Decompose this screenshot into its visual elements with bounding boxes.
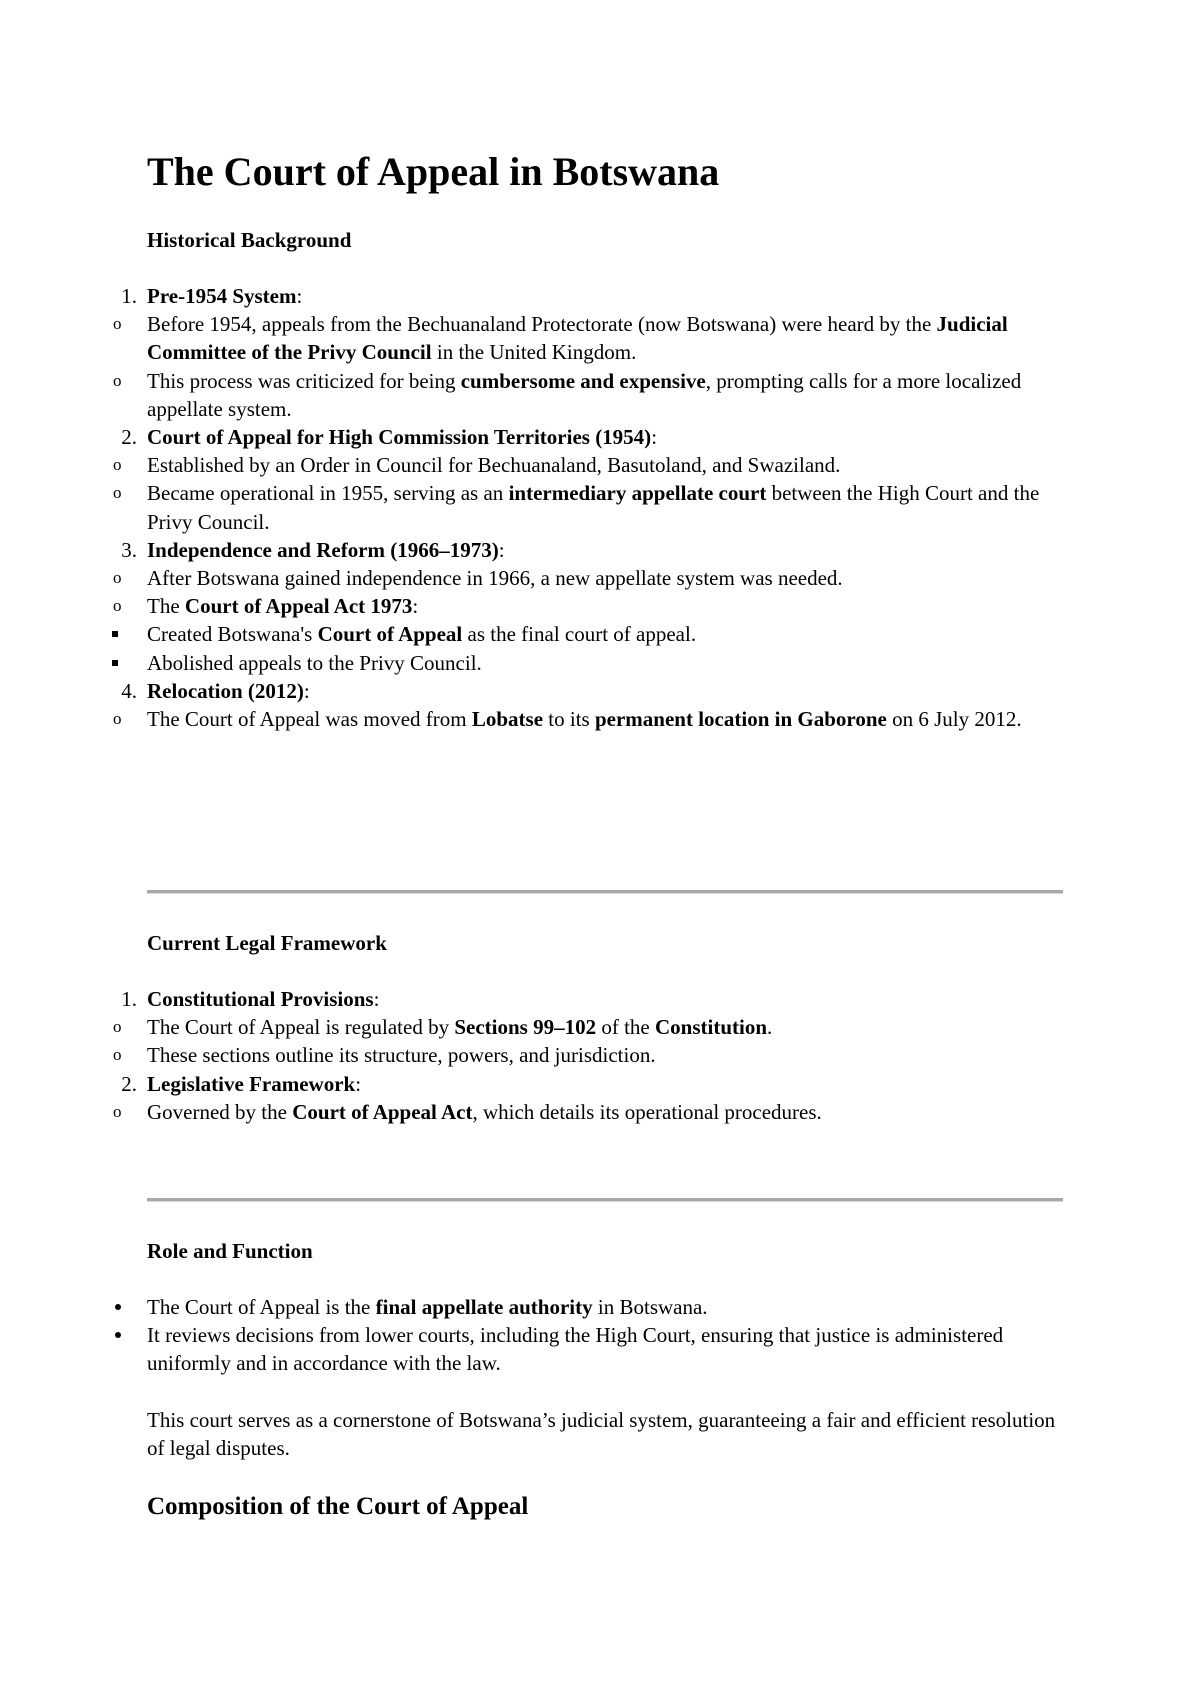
list-item: It reviews decisions from lower courts, including the High Court, ensuring that justice is administered uniformly and in accordance with the law. <box>147 1321 1063 1377</box>
list-item: 2. Legislative Framework: o Governed by the Court of Appeal Act, which details its operational procedures. <box>147 1070 1063 1126</box>
role-bullet-list <box>147 1293 1063 1378</box>
list-item: 2. Court of Appeal for High Commission Territories (1954): o Established by an Order in Council for Bechuanaland, Basutoland, and Swaziland. o Became operational in 1955, serving as an intermediary appellate court between the High Court and the Privy Council. <box>147 423 1063 536</box>
list-item: 1. Pre-1954 System: o Before 1954, appeals from the Bechuanaland Protectorate (now Botswana) were heard by the Judicial Committee of the Privy Council in the United Kingdom. o This process was criticized for being cumbersome and expensive, prompting calls for a more localized appellate system. <box>147 282 1063 423</box>
historical-list <box>113 282 1063 733</box>
section-heading-role: Role and Function <box>147 1239 313 1263</box>
list-item-label: Independence and Reform (1966–1973) <box>147 537 499 562</box>
square-bullet-icon <box>112 660 118 666</box>
bullet-icon <box>115 1332 121 1338</box>
sub-list-item: o The Court of Appeal is regulated by Sections 99–102 of the Constitution. <box>147 1013 1063 1041</box>
sub-list-item: o The Court of Appeal Act 1973: Created Botswana's Court of Appeal as the final court of appeal. Abolished appeals to the Privy Council. <box>147 592 1063 677</box>
sub-list-item: o The Court of Appeal was moved from Lobatse to its permanent location in Gaborone on 6 July 2012. <box>147 705 1063 733</box>
list-number: 1. <box>121 284 137 308</box>
sub-list-item: o Established by an Order in Council for Bechuanaland, Basutoland, and Swaziland. <box>147 451 1063 479</box>
list-number: 3. <box>121 537 137 562</box>
circle-bullet-icon: o <box>113 483 122 503</box>
list-number: 4. <box>121 678 137 703</box>
list-item-label: Court of Appeal for High Commission Territories (1954) <box>147 425 652 450</box>
sub-list-item: o Became operational in 1955, serving as an intermediary appellate court between the High Court and the Privy Council. <box>113 481 1040 534</box>
sub-sub-list-item: Abolished appeals to the Privy Council. <box>147 649 1063 677</box>
list-item: 1. Constitutional Provisions: o The Court of Appeal is regulated by Sections 99–102 of the Constitution. o These sections outline its structure, powers, and jurisdiction. <box>147 985 1063 1070</box>
bullet-icon <box>115 1304 121 1310</box>
page-title: The Court of Appeal in Botswana <box>147 149 720 194</box>
circle-bullet-icon: o <box>113 709 122 729</box>
horizontal-rule <box>147 1198 1063 1202</box>
sub-list-item: o Before 1954, appeals from the Bechuanaland Protectorate (now Botswana) were heard by the Judicial Committee of the Privy Council in the United Kingdom. <box>113 312 1008 365</box>
circle-bullet-icon: o <box>113 596 122 616</box>
summary-paragraph: This court serves as a cornerstone of Botswana’s judicial system, guaranteeing a fair and efficient resolution of legal disputes. <box>147 1408 1056 1461</box>
list-item-label: Pre-1954 System <box>147 284 297 308</box>
list-item-label: Legislative Framework <box>147 1071 356 1096</box>
sub-list-item: o These sections outline its structure, powers, and jurisdiction. <box>147 1041 1063 1069</box>
circle-bullet-icon: o <box>113 568 122 588</box>
sub-list-item: o Governed by the Court of Appeal Act, which details its operational procedures. <box>147 1098 1063 1126</box>
list-item-label: Relocation (2012) <box>147 678 304 703</box>
circle-bullet-icon: o <box>113 1045 122 1065</box>
list-number: 1. <box>121 987 137 1011</box>
list-number: 2. <box>121 1071 137 1096</box>
circle-bullet-icon: o <box>113 1101 122 1121</box>
list-item: 4. Relocation (2012): o The Court of Appeal was moved from Lobatse to its permanent location in Gaborone on 6 July 2012. <box>147 677 1063 733</box>
section-heading-historical: Historical Background <box>147 228 352 252</box>
list-item: The Court of Appeal is the final appellate authority in Botswana. <box>147 1293 1063 1321</box>
list-item-label: Constitutional Provisions <box>147 987 374 1011</box>
sub-list-item: o This process was criticized for being cumbersome and expensive, prompting calls for a more localized appellate system. <box>113 368 1022 421</box>
circle-bullet-icon: o <box>113 314 122 334</box>
sub-list-item: o After Botswana gained independence in 1966, a new appellate system was needed. <box>147 564 1063 592</box>
section-heading-framework: Current Legal Framework <box>147 931 387 955</box>
circle-bullet-icon: o <box>113 455 122 475</box>
circle-bullet-icon: o <box>113 370 122 390</box>
framework-list <box>113 985 1063 1126</box>
list-item: 3. Independence and Reform (1966–1973): o After Botswana gained independence in 1966, a new appellate system was needed. o The Court of Appeal Act 1973: Created Botswana's Court of Appeal as the final court of appeal. Abolished appeals to the Privy Council. <box>147 536 1063 677</box>
list-number: 2. <box>121 425 137 450</box>
sub-sub-list-item: Created Botswana's Court of Appeal as the final court of appeal. <box>147 620 1063 648</box>
horizontal-rule <box>147 890 1063 894</box>
square-bullet-icon <box>112 631 118 637</box>
section-heading-composition: Composition of the Court of Appeal <box>147 1493 529 1520</box>
circle-bullet-icon: o <box>113 1017 122 1037</box>
